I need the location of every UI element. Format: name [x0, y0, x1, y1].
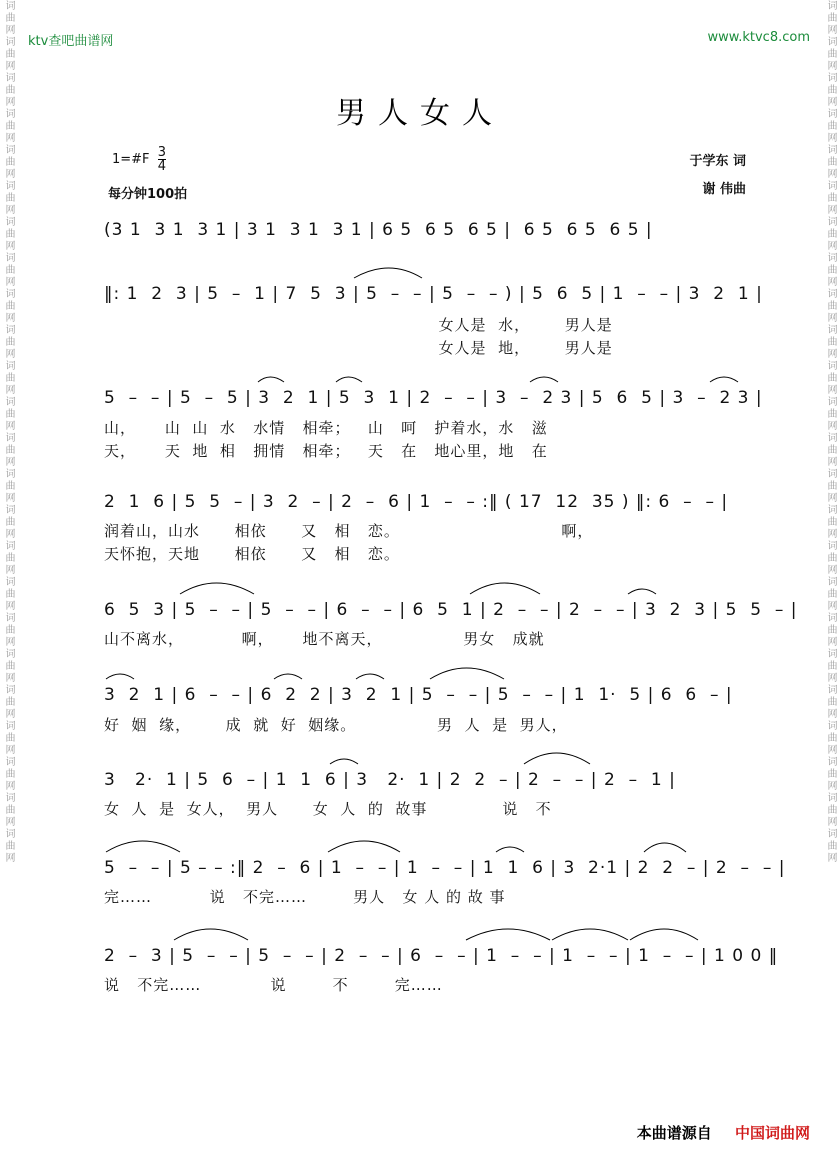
notation-line: 6 5 3 | 5 – – | 5 – – | 6 – – | 6 5 1 | 2 – – | 2 – – | 3 2 3 | 5 5 – |	[104, 600, 798, 620]
source-site-link[interactable]: 中国词曲网	[734, 1124, 810, 1142]
lyric-line: 女 人 是 女人， 男人 女 人 的 故事 说 不	[104, 800, 552, 818]
lyric-line: 好 姻 缘， 成 就 好 姻缘。 男 人 是 男人，	[104, 716, 568, 734]
notation-line: 2 1 6 | 5 5 – | 3 2 – | 2 – 6 | 1 – – :‖ ( 17 12 35 ) ‖: 6 – – |	[104, 492, 729, 512]
notation-line: 3 2· 1 | 5 6 – | 1 1 6 | 3 2· 1 | 2 2 – | 2 – – | 2 – 1 |	[104, 770, 676, 790]
key-label: 1=#F	[112, 152, 150, 167]
notation-line: 5 – – | 5 – 5 | 3 2 1 | 5 3 1 | 2 – – | 3 – 2 3 | 5 6 5 | 3 – 2 3 |	[104, 388, 763, 408]
notation-row	[104, 677, 754, 713]
lyric-line: 山不离水， 啊， 地不离天， 男女 成就	[104, 630, 545, 648]
notation-row	[104, 212, 754, 248]
site-name-left[interactable]: ktv查吧曲谱网	[28, 34, 114, 49]
meter-denominator: 4	[157, 159, 166, 174]
notation-line: (3 1 3 1 3 1 | 3 1 3 1 3 1 | 6 5 6 5 6 5 | 6 5 6 5 6 5 |	[104, 220, 653, 240]
notation-line: 5 – – | 5 – – :‖ 2 – 6 | 1 – – | 1 – – | 1 1 6 | 3 2·1 | 2 2 – | 2 – – |	[104, 858, 786, 878]
notation-line: 2 – 3 | 5 – – | 5 – – | 2 – – | 6 – – | 1 – – | 1 – – | 1 – – | 1 0 0 ‖	[104, 946, 779, 966]
lyric-line: 完…… 说 不完…… 男人 女 人 的 故 事	[104, 888, 506, 906]
side-watermark-right: 词曲网词曲网词曲网词曲网词曲网词曲网词曲网词曲网词曲网词曲网词曲网词曲网词曲网词曲网词曲网词曲网词曲网词曲网词曲网词曲网词曲网词曲网词曲网词曲网	[825, 0, 836, 864]
lyric-verse-2: 天怀抱，天地 相依 又 相 恋。	[104, 545, 400, 563]
lyric-line: 说 不完…… 说 不 完……	[104, 976, 443, 994]
time-signature	[158, 146, 166, 173]
lyric-verse-1: 山， 山 山 水 水情 相牵； 山 呵 护着水，水 滋	[104, 419, 548, 437]
side-watermark-left: 词曲网词曲网词曲网词曲网词曲网词曲网词曲网词曲网词曲网词曲网词曲网词曲网词曲网词曲网词曲网词曲网词曲网词曲网词曲网词曲网词曲网词曲网词曲网词曲网	[3, 0, 14, 864]
song-title: 男人女人	[336, 96, 504, 131]
tempo-marking: 每分钟100拍	[108, 187, 188, 202]
notation-row	[104, 592, 798, 628]
meter-numerator: 3	[157, 145, 166, 160]
notation-row	[104, 762, 754, 798]
notation-row	[104, 380, 763, 416]
notation-row	[104, 484, 754, 520]
lyricist-credit: 于学东 词	[689, 154, 746, 169]
lyric-verse-2: 天， 天 地 相 拥情 相牵； 天 在 地心里，地 在	[104, 442, 548, 460]
notation-row	[104, 276, 763, 312]
notation-line: 3 2 1 | 6 – – | 6 2 2 | 3 2 1 | 5 – – | 5 – – | 1 1· 5 | 6 6 – |	[104, 685, 733, 705]
source-credit	[637, 1122, 810, 1143]
notation-line: ‖: 1 2 3 | 5 – 1 | 7 5 3 | 5 – – | 5 – – ) | 5 6 5 | 1 – – | 3 2 1 |	[104, 284, 763, 304]
notation-row	[104, 850, 786, 886]
lyric-verse-1: 女人是 水， 男人是	[104, 316, 613, 334]
lyric-verse-2: 女人是 地， 男人是	[104, 339, 613, 357]
key-signature	[112, 146, 166, 173]
composer-credit: 谢 伟曲	[702, 182, 746, 197]
lyric-verse-1: 润着山，山水 相依 又 相 恋。 啊，	[104, 522, 594, 540]
source-label: 本曲谱源自	[636, 1124, 712, 1142]
site-url-right[interactable]: www.ktvc8.com	[707, 30, 810, 45]
notation-row	[104, 938, 779, 974]
